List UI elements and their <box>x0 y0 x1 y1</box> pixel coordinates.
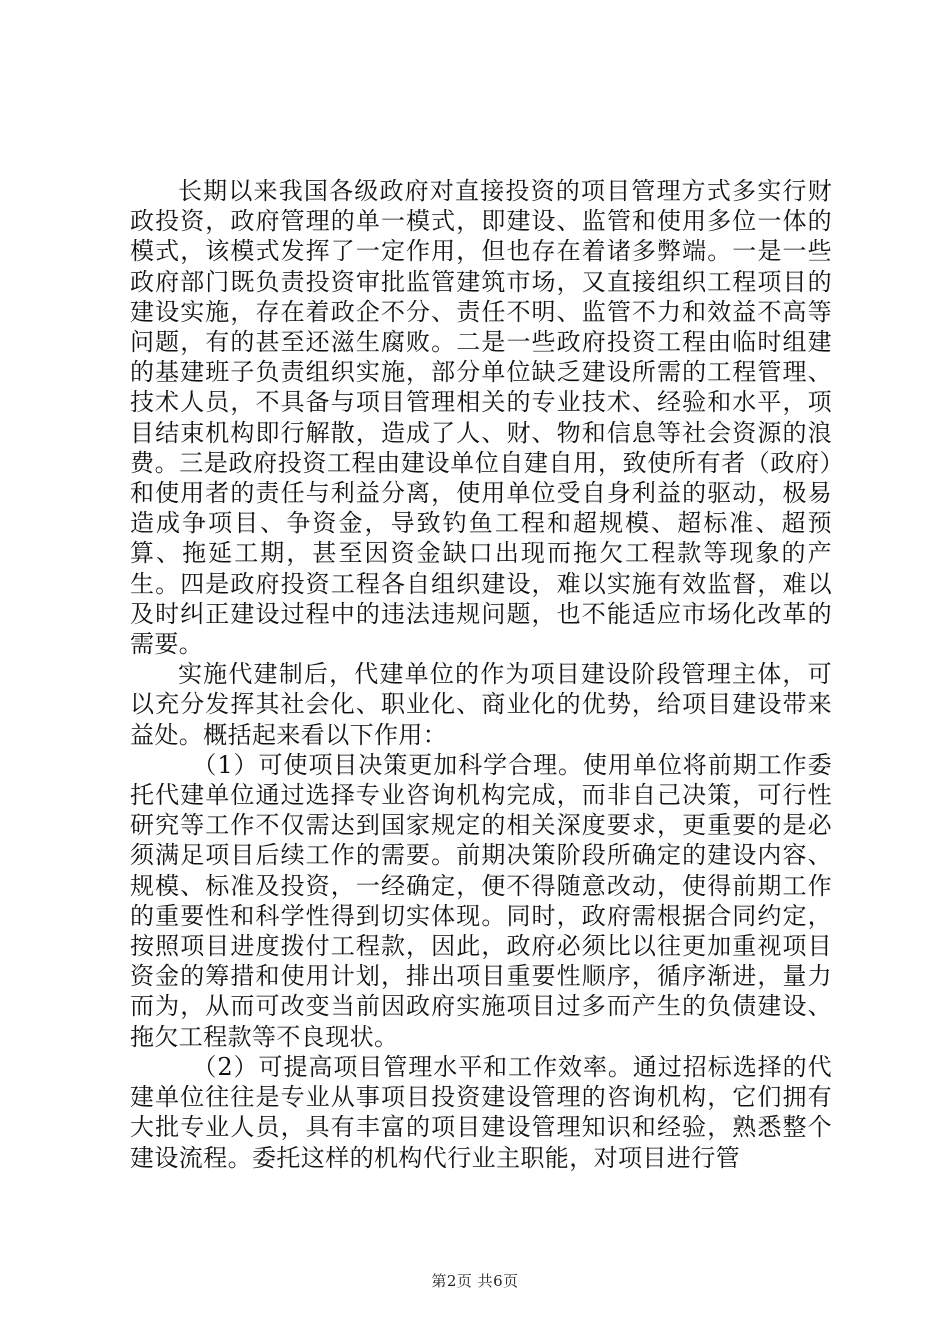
body-text <box>130 176 832 1173</box>
paragraph-drawbacks: 长期以来我国各级政府对直接投资的项目管理方式多实行财政投资，政府管理的单一模式，即建设、监管和使用多位一体的模式，该模式发挥了一定作用，但也存在着诸多弊端。一是一些政府部门既负责投资审批监管建筑市场，又直接组织工程项目的建设实施，存在着政企不分、责任不明、监管不力和效益不高等问题，有的甚至还滋生腐败。二是一些政府投资工程由临时组建的基建班子负责组织实施，部分单位缺乏建设所需的工程管理、技术人员，不具备与项目管理相关的专业技术、经验和水平，项目结束机构即行解散，造成了人、财、物和信息等社会资源的浪费。三是政府投资工程由建设单位自建自用，致使所有者（政府）和使用者的责任与利益分离，使用单位受自身利益的驱动，极易造成争项目、争资金，导致钓鱼工程和超规模、超标准、超预算、拖延工期，甚至因资金缺口出现而拖欠工程款等现象的产生。四是政府投资工程各自组织建设，难以实施有效监督，难以及时纠正建设过程中的违法违规问题，也不能适应市场化改革的需要。 <box>130 177 832 659</box>
page-number-footer: 第2页 共6页 <box>431 1272 519 1290</box>
paragraph-benefit-1: （1）可使项目决策更加科学合理。使用单位将前期工作委托代建单位通过选择专业咨询机构完成，而非自己决策，可行性研究等工作不仅需达到国家规定的相关深度要求，更重要的是必须满足项目后续工作的需要。前期决策阶段所确定的建设内容、规模、标准及投资，一经确定，便不得随意改动，使得前期工作的重要性和科学性得到切实体现。同时，政府需根据合同约定，按照项目进度拨付工程款，因此，政府必须比以往更加重视项目资金的筹措和使用计划，排出项目重要性顺序，循序渐进，量力而为，从而可改变当前因政府实施项目过多而产生的负债建设、拖欠工程款等不良现状。 <box>130 750 832 1051</box>
paragraph-benefit-2: （2）可提高项目管理水平和工作效率。通过招标选择的代建单位往往是专业从事项目投资建设管理的咨询机构，它们拥有大批专业人员，具有丰富的项目建设管理知识和经验，熟悉整个建设流程。委托这样的机构代行业主职能，对项目进行管 <box>130 1052 832 1172</box>
paragraph-agent-system-intro: 实施代建制后，代建单位的作为项目建设阶段管理主体，可以充分发挥其社会化、职业化、商业化的优势，给项目建设带来益处。概括起来看以下作用： <box>130 660 832 749</box>
